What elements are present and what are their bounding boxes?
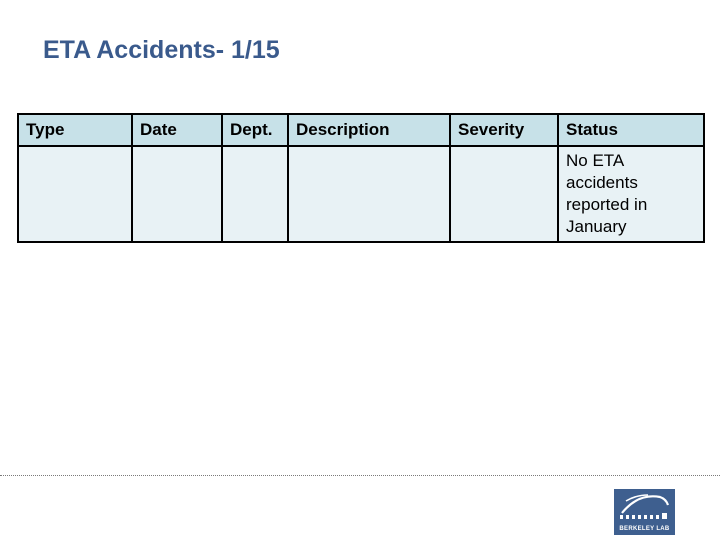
footer-divider (0, 475, 720, 476)
logo-text: BERKELEY LAB (619, 526, 670, 532)
cell-severity (450, 146, 558, 242)
header-status: Status (558, 114, 704, 146)
header-severity: Severity (450, 114, 558, 146)
table-row (18, 146, 704, 242)
cell-type (18, 146, 132, 242)
header-description: Description (288, 114, 450, 146)
berkeley-lab-logo-icon (614, 489, 675, 525)
slide-title: ETA Accidents- 1/15 (43, 36, 280, 64)
accidents-table (17, 113, 705, 243)
header-date: Date (132, 114, 222, 146)
cell-description (288, 146, 450, 242)
cell-status: No ETA accidents reported in January (558, 146, 704, 242)
table-header-row (18, 114, 704, 146)
cell-date (132, 146, 222, 242)
header-dept: Dept. (222, 114, 288, 146)
berkeley-lab-logo (614, 489, 675, 535)
header-type: Type (18, 114, 132, 146)
cell-dept (222, 146, 288, 242)
